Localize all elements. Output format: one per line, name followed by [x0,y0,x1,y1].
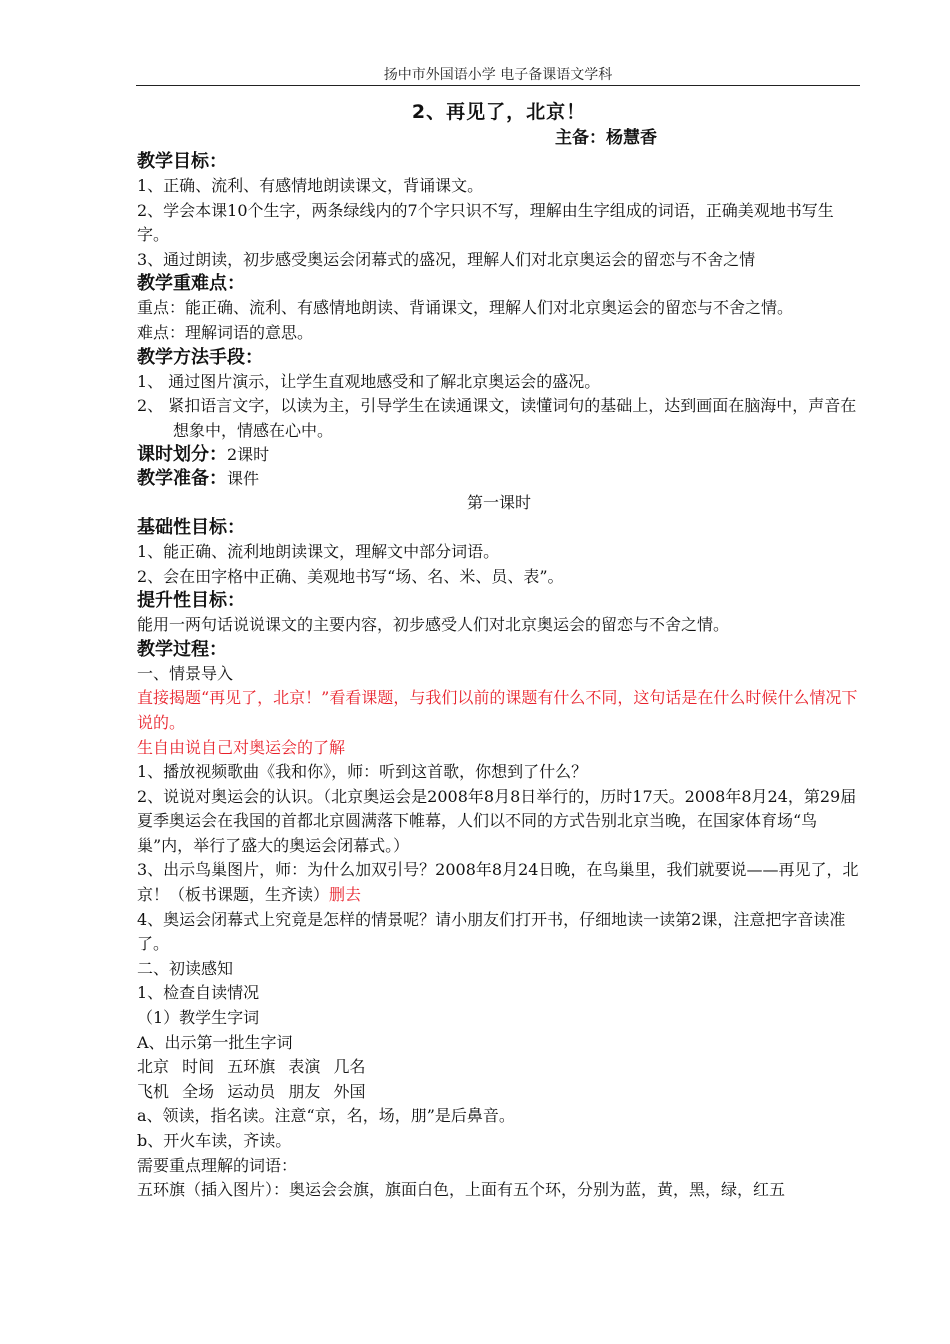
goal-item-1: 1、正确、流利、有感情地朗读课文，背诵课文。 [137,176,484,195]
prep-label: 教学准备： [137,468,227,490]
advanced-goals-heading: 提升性目标： [137,590,245,612]
part2-heading: 二、初读感知 [137,958,234,978]
hours-value: 2课时 [227,445,270,465]
goal-item-3: 3、通过朗读，初步感受奥运会闭幕式的盛况，理解人们对北京奥运会的留恋与不舍之情 [137,249,756,269]
key-points-heading: 教学重难点： [137,273,245,295]
step-a: a、领读，指名读。注意“京，名，场，朋”是后鼻音。 [137,1106,515,1126]
red-note-1: 直接揭题“再见了，北京！”看看课题，与我们以前的课题有什么不同，这句话是在什么时候什么情况下说的。 [137,688,858,732]
hours-line [137,443,861,467]
step-1: 1、播放视频歌曲《我和你》，师：听到这首歌，你想到了什么？ [137,762,588,782]
header-rule [136,85,860,86]
basic-goal-1: 1、能正确、流利地朗读课文，理解文中部分词语。 [137,541,500,561]
page-header: 扬中市外国语小学 电子备课语文学科 [383,67,613,83]
goal-item-2: 2、学会本课10个生字，两条绿线内的7个字只识不写，理解由生字组成的词语，正确美观地书写生字。 [137,200,834,245]
step-3-delete-note: 删去 [329,885,362,905]
word: 外国 [333,1081,366,1101]
step-3 [137,858,861,907]
word: 朋友 [288,1081,321,1101]
document-body [137,98,861,1203]
red-note-2: 生自由说自己对奥运会的了解 [137,737,346,757]
key-point-difficult: 难点：理解词语的意思。 [137,322,314,342]
key-point-important: 重点：能正确、流利、有感情地朗读、背诵课文，理解人们对北京奥运会的留恋与不舍之情。 [137,298,794,318]
lesson-period-title: 第一课时 [466,493,531,513]
word: 北京 [137,1057,170,1077]
methods-heading: 教学方法手段： [137,346,263,368]
key-words-heading: 需要重点理解的词语： [137,1155,298,1175]
five-ring-flag-line: 五环旗（插入图片）：奥运会会旗，旗面白色，上面有五个环，分别为蓝，黄，黑，绿，红五 [137,1180,786,1200]
process-heading: 教学过程： [137,638,227,660]
word: 全场 [182,1081,215,1101]
sub-heading-1: （1）教学生字词 [137,1008,260,1028]
advanced-goal-text: 能用一两句话说说课文的主要内容，初步感受人们对北京奥运会的留恋与不舍之情。 [137,615,730,635]
word: 时间 [182,1057,215,1077]
lesson-title: 2、再见了，北京！ [411,101,587,123]
step-2: 2、说说对奥运会的认识。（北京奥运会是2008年8月8日举行的，历时17天。2008年8月24，第29届夏季奥运会在我国的首都北京圆满落下帷幕，人们以不同的方式告别北京当晚，在国家体育场“鸟巢”内，举行了盛大的奥运会闭幕式。） [137,786,857,855]
word-list-1 [137,1055,861,1080]
prep-value: 课件 [227,469,260,489]
step-b: b、开火车读，齐读。 [137,1131,292,1150]
word: 运动员 [227,1081,276,1101]
goals-heading: 教学目标： [137,151,227,172]
basic-goal-2: 2、会在田字格中正确、美观地书写“场、名、米、员、表”。 [137,566,564,586]
step-3-text: 3、出示鸟巢图片，师：为什么加双引号？2008年8月24日晚，在鸟巢里，我们就要说——再见了，北京！（板书课题，生齐读） [137,860,859,905]
part1-heading: 一、情景导入 [137,663,234,683]
prep-line [137,467,861,491]
step-4: 4、奥运会闭幕式上究竟是怎样的情景呢？请小朋友们打开书，仔细地读一读第2课，注意把字音读准了。 [137,909,846,954]
method-item-2: 2、 紧扣语言文字，以读为主，引导学生在读通课文，读懂词句的基础上，达到画面在脑海中，声音在想象中，情感在心中。 [137,396,857,440]
word: 飞机 [137,1081,170,1101]
sub-heading-a: A、出示第一批生字词 [137,1032,293,1052]
word: 表演 [288,1057,321,1077]
word: 几名 [333,1057,366,1077]
word-list-2 [137,1080,861,1105]
hours-label: 课时划分： [137,444,227,466]
word: 五环旗 [227,1057,276,1077]
method-item-1: 1、 通过图片演示，让学生直观地感受和了解北京奥运会的盛况。 [137,371,601,391]
author-line: 主备：杨慧香 [555,128,657,148]
check-heading: 1、检查自读情况 [137,983,260,1003]
basic-goals-heading: 基础性目标： [137,516,245,538]
